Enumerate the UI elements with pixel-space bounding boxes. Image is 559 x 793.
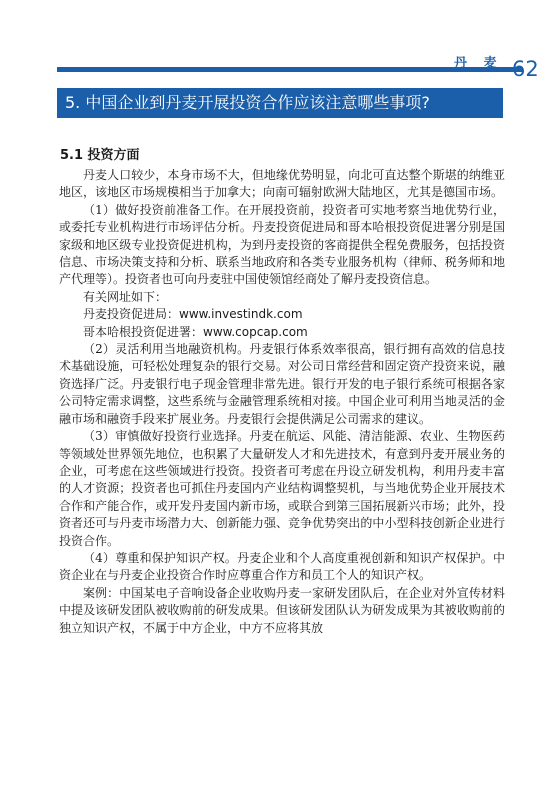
paragraph-1: （1）做好投资前准备工作。在开展投资前，投资者可实地考察当地优势行业，或委托专业机构进行市场评估分析。丹麦投资促进局和哥本哈根投资促进署分别是国家级和地区级专业投资促进机构，为到丹麦投资的客商提供全程免费服务，包括投资信息、市场决策支持和分析、联系当地政府和各类专业服务机构（律师、税务师和地产代理等）。投资者也可向丹麦驻中国使领馆经商处了解丹麦投资信息。 bbox=[59, 202, 505, 287]
paragraph-intro: 丹麦人口较少，本身市场不大，但地缘优势明显，向北可直达整个斯堪的纳维亚地区，该地区市场规模相当于加拿大；向南可辐射欧洲大陆地区，尤其是德国市场。 bbox=[59, 168, 505, 200]
page-number: 62 bbox=[512, 57, 539, 81]
body-text bbox=[59, 167, 505, 637]
chapter-title: 5. 中国企业到丹麦开展投资合作应该注意哪些事项? bbox=[57, 88, 503, 118]
link-row-1 bbox=[59, 306, 505, 323]
link-label-2: 哥本哈根投资促进署： bbox=[83, 324, 204, 339]
paragraph-5: 案例：中国某电子音响设备企业收购丹麦一家研发团队后，在企业对外宣传材料中提及该研发团队被收购前的研发成果。但该研发团队认为研发成果为其被收购前的独立知识产权，不属于中方企业，中方不应将其放 bbox=[59, 585, 505, 635]
link-url-2[interactable]: www.copcap.com bbox=[203, 324, 308, 339]
link-label-1: 丹麦投资促进局： bbox=[83, 307, 180, 322]
paragraph-4: （4）尊重和保护知识产权。丹麦企业和个人高度重视创新和知识产权保护。中资企业在与丹麦企业投资合作时应尊重合作方和员工个人的知识产权。 bbox=[59, 550, 505, 583]
link-row-2 bbox=[59, 324, 505, 341]
section-heading: 5.1 投资方面 bbox=[60, 148, 140, 163]
links-intro: 有关网址如下： bbox=[83, 289, 168, 304]
header-country: 丹 麦 bbox=[454, 56, 503, 71]
link-url-1[interactable]: www.investindk.com bbox=[179, 307, 303, 322]
paragraph-2: （2）灵活利用当地融资机构。丹麦银行体系效率很高，银行拥有高效的信息技术基础设施，可轻松处理复杂的银行交易。对公司日常经营和固定资产投资来说，融资选择广泛。丹麦银行电子现金管理非常先进。银行开发的电子银行系统可根据各家公司特定需求调整，这些系统与金融管理系统相对接。中国企业可利用当地灵活的金融市场和融资手段来扩展业务。丹麦银行会提供满足公司需求的建议。 bbox=[59, 342, 505, 426]
paragraph-3: （3）审慎做好投资行业选择。丹麦在航运、风能、清洁能源、农业、生物医药等领域处世界领先地位，也积累了大量研发人才和先进技术，有意到丹麦开展业务的企业，可考虑在这些领域进行投资。投资者可考虑在丹设立研发机构，利用丹麦丰富的人才资源；投资者也可抓住丹麦国内产业结构调整契机，与当地优势企业开展技术合作和产能合作，或开发丹麦国内新市场，或联合到第三国拓展新兴市场；此外，投资者还可与丹麦市场潜力大、创新能力强、竞争优势突出的中小型科技创新企业进行投资合作。 bbox=[59, 429, 505, 548]
